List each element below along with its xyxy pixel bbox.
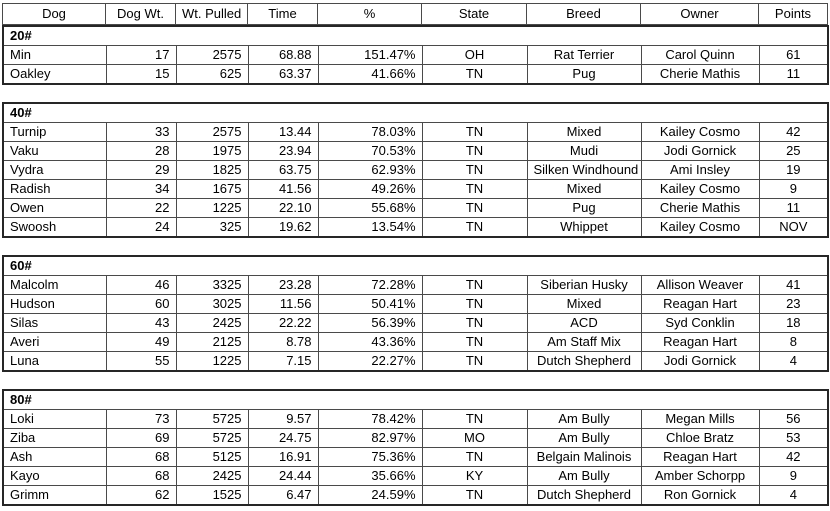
cell-wt-pulled[interactable]: 1225: [176, 199, 248, 218]
cell-owner[interactable]: Syd Conklin: [641, 314, 759, 333]
cell-state[interactable]: TN: [422, 276, 527, 295]
cell-dog[interactable]: Vaku: [3, 142, 106, 161]
cell-time[interactable]: 16.91: [248, 448, 318, 467]
cell-state[interactable]: OH: [422, 46, 527, 65]
cell-percent[interactable]: 62.93%: [318, 161, 422, 180]
cell-owner[interactable]: Carol Quinn: [641, 46, 759, 65]
weight-class-label[interactable]: 20#: [3, 26, 828, 46]
cell-dog[interactable]: Turnip: [3, 123, 106, 142]
cell-breed[interactable]: Am Staff Mix: [527, 333, 641, 352]
cell-time[interactable]: 9.57: [248, 410, 318, 429]
cell-wt-pulled[interactable]: 2425: [176, 467, 248, 486]
cell-dog[interactable]: Owen: [3, 199, 106, 218]
cell-percent[interactable]: 75.36%: [318, 448, 422, 467]
cell-dog-wt[interactable]: 15: [106, 65, 176, 85]
cell-state[interactable]: TN: [422, 123, 527, 142]
cell-owner[interactable]: Kailey Cosmo: [641, 123, 759, 142]
cell-dog-wt[interactable]: 17: [106, 46, 176, 65]
cell-wt-pulled[interactable]: 1525: [176, 486, 248, 506]
cell-dog[interactable]: Ash: [3, 448, 106, 467]
cell-points[interactable]: 11: [759, 199, 828, 218]
cell-percent[interactable]: 22.27%: [318, 352, 422, 372]
cell-dog[interactable]: Grimm: [3, 486, 106, 506]
cell-owner[interactable]: Ron Gornick: [641, 486, 759, 506]
cell-owner[interactable]: Kailey Cosmo: [641, 180, 759, 199]
table-row: [3, 161, 828, 180]
cell-time[interactable]: 63.75: [248, 161, 318, 180]
column-header-dog-wt[interactable]: Dog Wt.: [106, 4, 176, 25]
cell-breed[interactable]: Belgain Malinois: [527, 448, 641, 467]
cell-dog-wt[interactable]: 69: [106, 429, 176, 448]
cell-breed[interactable]: Pug: [527, 65, 641, 85]
table-row: [3, 180, 828, 199]
cell-wt-pulled[interactable]: 2575: [176, 123, 248, 142]
cell-time[interactable]: 22.10: [248, 199, 318, 218]
cell-dog-wt[interactable]: 68: [106, 448, 176, 467]
cell-dog[interactable]: Silas: [3, 314, 106, 333]
cell-points[interactable]: 9: [759, 467, 828, 486]
cell-dog-wt[interactable]: 49: [106, 333, 176, 352]
cell-percent[interactable]: 56.39%: [318, 314, 422, 333]
cell-dog-wt[interactable]: 55: [106, 352, 176, 372]
cell-dog[interactable]: Loki: [3, 410, 106, 429]
cell-owner[interactable]: Cherie Mathis: [641, 199, 759, 218]
weight-class-label[interactable]: 40#: [3, 103, 828, 123]
column-header-points[interactable]: Points: [759, 4, 828, 25]
cell-breed[interactable]: Mixed: [527, 295, 641, 314]
column-header-owner[interactable]: Owner: [641, 4, 759, 25]
column-header-breed[interactable]: Breed: [527, 4, 641, 25]
cell-wt-pulled[interactable]: 625: [176, 65, 248, 85]
table-row: [3, 65, 828, 85]
cell-state[interactable]: TN: [422, 448, 527, 467]
cell-time[interactable]: 63.37: [248, 65, 318, 85]
cell-dog-wt[interactable]: 28: [106, 142, 176, 161]
cell-breed[interactable]: Silken Windhound: [527, 161, 641, 180]
cell-owner[interactable]: Cherie Mathis: [641, 65, 759, 85]
cell-percent[interactable]: 78.03%: [318, 123, 422, 142]
cell-dog-wt[interactable]: 43: [106, 314, 176, 333]
cell-dog[interactable]: Luna: [3, 352, 106, 372]
cell-percent[interactable]: 151.47%: [318, 46, 422, 65]
cell-percent[interactable]: 72.28%: [318, 276, 422, 295]
cell-time[interactable]: 23.94: [248, 142, 318, 161]
cell-wt-pulled[interactable]: 5725: [176, 410, 248, 429]
cell-owner[interactable]: Jodi Gornick: [641, 352, 759, 372]
cell-points[interactable]: 4: [759, 352, 828, 372]
cell-state[interactable]: TN: [422, 352, 527, 372]
cell-dog[interactable]: Ziba: [3, 429, 106, 448]
cell-points[interactable]: 18: [759, 314, 828, 333]
cell-percent[interactable]: 13.54%: [318, 218, 422, 238]
cell-percent[interactable]: 50.41%: [318, 295, 422, 314]
cell-breed[interactable]: Am Bully: [527, 467, 641, 486]
cell-points[interactable]: 11: [759, 65, 828, 85]
cell-wt-pulled[interactable]: 5725: [176, 429, 248, 448]
cell-dog[interactable]: Vydra: [3, 161, 106, 180]
cell-points[interactable]: 61: [759, 46, 828, 65]
weight-class-row: [3, 103, 828, 123]
cell-dog-wt[interactable]: 73: [106, 410, 176, 429]
cell-time[interactable]: 8.78: [248, 333, 318, 352]
cell-wt-pulled[interactable]: 325: [176, 218, 248, 238]
cell-owner[interactable]: Megan Mills: [641, 410, 759, 429]
cell-wt-pulled[interactable]: 1675: [176, 180, 248, 199]
cell-points[interactable]: 25: [759, 142, 828, 161]
cell-owner[interactable]: Reagan Hart: [641, 448, 759, 467]
cell-time[interactable]: 19.62: [248, 218, 318, 238]
cell-owner[interactable]: Amber Schorpp: [641, 467, 759, 486]
cell-breed[interactable]: Mudi: [527, 142, 641, 161]
table-row: [3, 123, 828, 142]
cell-dog-wt[interactable]: 60: [106, 295, 176, 314]
cell-points[interactable]: 4: [759, 486, 828, 506]
header-row: [3, 4, 828, 25]
cell-dog-wt[interactable]: 34: [106, 180, 176, 199]
cell-dog[interactable]: Swoosh: [3, 218, 106, 238]
cell-wt-pulled[interactable]: 5125: [176, 448, 248, 467]
cell-breed[interactable]: Whippet: [527, 218, 641, 238]
cell-time[interactable]: 24.75: [248, 429, 318, 448]
cell-breed[interactable]: Dutch Shepherd: [527, 352, 641, 372]
cell-owner[interactable]: Ami Insley: [641, 161, 759, 180]
cell-breed[interactable]: Siberian Husky: [527, 276, 641, 295]
column-header-percent[interactable]: %: [318, 4, 422, 25]
cell-dog-wt[interactable]: 22: [106, 199, 176, 218]
cell-breed[interactable]: Dutch Shepherd: [527, 486, 641, 506]
cell-owner[interactable]: Reagan Hart: [641, 295, 759, 314]
cell-dog[interactable]: Radish: [3, 180, 106, 199]
cell-points[interactable]: 41: [759, 276, 828, 295]
cell-state[interactable]: KY: [422, 467, 527, 486]
cell-dog-wt[interactable]: 68: [106, 467, 176, 486]
table-row: [3, 295, 828, 314]
cell-time[interactable]: 23.28: [248, 276, 318, 295]
cell-breed[interactable]: Mixed: [527, 123, 641, 142]
cell-breed[interactable]: Mixed: [527, 180, 641, 199]
cell-state[interactable]: TN: [422, 218, 527, 238]
table-row: [3, 199, 828, 218]
table-row: [3, 448, 828, 467]
cell-state[interactable]: TN: [422, 333, 527, 352]
cell-state[interactable]: TN: [422, 161, 527, 180]
cell-points[interactable]: 53: [759, 429, 828, 448]
weight-class-section: [2, 25, 829, 85]
cell-percent[interactable]: 43.36%: [318, 333, 422, 352]
cell-breed[interactable]: Am Bully: [527, 429, 641, 448]
cell-percent[interactable]: 41.66%: [318, 65, 422, 85]
cell-dog[interactable]: Kayo: [3, 467, 106, 486]
table-row: [3, 46, 828, 65]
cell-percent[interactable]: 49.26%: [318, 180, 422, 199]
cell-dog[interactable]: Hudson: [3, 295, 106, 314]
cell-state[interactable]: TN: [422, 486, 527, 506]
sections: [2, 25, 828, 506]
cell-time[interactable]: 7.15: [248, 352, 318, 372]
cell-wt-pulled[interactable]: 1825: [176, 161, 248, 180]
cell-time[interactable]: 24.44: [248, 467, 318, 486]
cell-state[interactable]: TN: [422, 180, 527, 199]
column-header-time[interactable]: Time: [248, 4, 318, 25]
cell-breed[interactable]: Pug: [527, 199, 641, 218]
cell-owner[interactable]: Chloe Bratz: [641, 429, 759, 448]
weight-class-label[interactable]: 60#: [3, 256, 828, 276]
cell-wt-pulled[interactable]: 1225: [176, 352, 248, 372]
weight-class-row: [3, 390, 828, 410]
weight-class-label[interactable]: 80#: [3, 390, 828, 410]
cell-wt-pulled[interactable]: 2575: [176, 46, 248, 65]
weight-class-section: [2, 255, 829, 372]
table-row: [3, 333, 828, 352]
cell-state[interactable]: TN: [422, 314, 527, 333]
weight-class-section: [2, 389, 829, 506]
table-row: [3, 142, 828, 161]
table-row: [3, 314, 828, 333]
cell-breed[interactable]: Am Bully: [527, 410, 641, 429]
cell-points[interactable]: 23: [759, 295, 828, 314]
table-row: [3, 486, 828, 506]
cell-owner[interactable]: Reagan Hart: [641, 333, 759, 352]
cell-state[interactable]: TN: [422, 410, 527, 429]
column-header-wt-pulled[interactable]: Wt. Pulled: [176, 4, 248, 25]
cell-owner[interactable]: Allison Weaver: [641, 276, 759, 295]
table-row: [3, 410, 828, 429]
cell-state[interactable]: TN: [422, 65, 527, 85]
cell-time[interactable]: 68.88: [248, 46, 318, 65]
cell-wt-pulled[interactable]: 2125: [176, 333, 248, 352]
cell-dog-wt[interactable]: 46: [106, 276, 176, 295]
column-header-dog[interactable]: Dog: [3, 4, 106, 25]
cell-breed[interactable]: Rat Terrier: [527, 46, 641, 65]
cell-dog-wt[interactable]: 24: [106, 218, 176, 238]
cell-time[interactable]: 41.56: [248, 180, 318, 199]
weight-class-row: [3, 26, 828, 46]
cell-wt-pulled[interactable]: 2425: [176, 314, 248, 333]
cell-dog[interactable]: Averi: [3, 333, 106, 352]
cell-time[interactable]: 22.22: [248, 314, 318, 333]
cell-time[interactable]: 6.47: [248, 486, 318, 506]
cell-dog[interactable]: Malcolm: [3, 276, 106, 295]
cell-owner[interactable]: Jodi Gornick: [641, 142, 759, 161]
table-row: [3, 352, 828, 372]
cell-wt-pulled[interactable]: 3325: [176, 276, 248, 295]
cell-owner[interactable]: Kailey Cosmo: [641, 218, 759, 238]
cell-wt-pulled[interactable]: 1975: [176, 142, 248, 161]
cell-dog[interactable]: Min: [3, 46, 106, 65]
cell-dog-wt[interactable]: 29: [106, 161, 176, 180]
cell-points[interactable]: NOV: [759, 218, 828, 238]
cell-state[interactable]: TN: [422, 295, 527, 314]
table-row: [3, 218, 828, 238]
table-row: [3, 429, 828, 448]
weight-class-section: [2, 102, 829, 238]
cell-points[interactable]: 19: [759, 161, 828, 180]
column-header-state[interactable]: State: [422, 4, 527, 25]
weight-class-row: [3, 256, 828, 276]
cell-points[interactable]: 9: [759, 180, 828, 199]
cell-dog-wt[interactable]: 33: [106, 123, 176, 142]
cell-breed[interactable]: ACD: [527, 314, 641, 333]
cell-time[interactable]: 11.56: [248, 295, 318, 314]
cell-state[interactable]: TN: [422, 199, 527, 218]
table-row: [3, 467, 828, 486]
cell-dog-wt[interactable]: 62: [106, 486, 176, 506]
cell-percent[interactable]: 55.68%: [318, 199, 422, 218]
cell-points[interactable]: 42: [759, 123, 828, 142]
results-header-table: [2, 3, 828, 25]
cell-wt-pulled[interactable]: 3025: [176, 295, 248, 314]
cell-points[interactable]: 56: [759, 410, 828, 429]
cell-percent[interactable]: 78.42%: [318, 410, 422, 429]
cell-dog[interactable]: Oakley: [3, 65, 106, 85]
cell-points[interactable]: 42: [759, 448, 828, 467]
cell-time[interactable]: 13.44: [248, 123, 318, 142]
table-row: [3, 276, 828, 295]
cell-points[interactable]: 8: [759, 333, 828, 352]
cell-percent[interactable]: 82.97%: [318, 429, 422, 448]
cell-percent[interactable]: 70.53%: [318, 142, 422, 161]
cell-state[interactable]: TN: [422, 142, 527, 161]
cell-percent[interactable]: 24.59%: [318, 486, 422, 506]
cell-state[interactable]: MO: [422, 429, 527, 448]
cell-percent[interactable]: 35.66%: [318, 467, 422, 486]
